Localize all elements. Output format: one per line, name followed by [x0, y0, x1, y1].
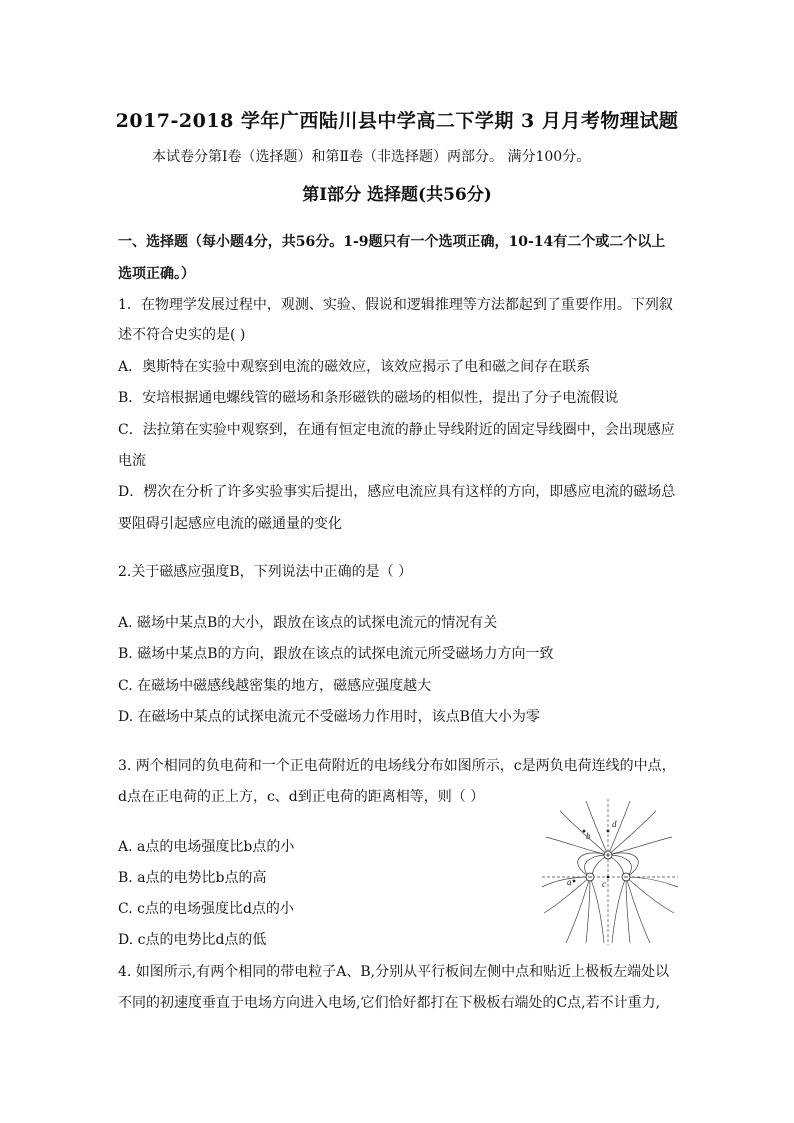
q3-stem-line-1: 3. 两个相同的负电荷和一个正电荷附近的电场线分布如图所示，c是两负电荷连线的中点，	[118, 758, 676, 774]
negative-charge-right	[622, 873, 630, 881]
field-line	[546, 837, 608, 855]
section-title: 第Ⅰ部分 选择题(共56分)	[302, 185, 492, 205]
section-instructions-line-2: 选项正确。）	[118, 266, 195, 282]
q2-stem: 2.关于磁感应强度B，下列说法中正确的是（ ）	[118, 564, 413, 580]
q1-stem-line-2: 述不符合史实的是( )	[118, 327, 246, 343]
q3-option-c: C. c点的电场强度比d点的小	[118, 901, 294, 917]
field-line	[578, 853, 608, 877]
exam-subtitle: 本试卷分第Ⅰ卷（选择题）和第Ⅱ卷（非选择题）两部分。 满分100分。	[152, 149, 591, 165]
field-line	[626, 877, 674, 913]
point-d-label: d	[612, 819, 617, 829]
negative-charge-left	[586, 873, 594, 881]
point-a-label: a	[567, 877, 572, 887]
point-b-label: b	[586, 831, 591, 841]
q1-option-d-line-2: 要阻碍引起感应电流的磁通量的变化	[118, 516, 342, 532]
q1-option-a: A．奥斯特在实验中观察到电流的磁效应，该效应揭示了电和磁之间存在联系	[118, 359, 591, 375]
q4-stem-line-2: 不同的初速度垂直于电场方向进入电场,它们恰好都打在下极板右端处的C点,若不计重力,	[118, 995, 661, 1011]
point-c-marker	[607, 876, 610, 879]
q1-stem-line-1: 1．在物理学发展过程中，观测、实验、假说和逻辑推理等方法都起到了重要作用。下列叙	[118, 297, 673, 313]
point-c-label: c	[602, 879, 606, 889]
q2-option-d: D. 在磁场中某点的试探电流元不受磁场力作用时，该点B值大小为零	[118, 709, 540, 725]
q3-option-d: D. c点的电势比d点的低	[118, 932, 267, 948]
q3-option-a: A. a点的电场强度比b点的小	[118, 839, 295, 855]
q2-option-b: B. 磁场中某点B的方向，跟放在该点的试探电流元所受磁场力方向一致	[118, 646, 554, 662]
q3-option-b: B. a点的电势比b点的高	[118, 870, 267, 886]
electric-field-diagram	[540, 797, 680, 947]
exam-title: 2017-2018 学年广西陆川县中学高二下学期 3 月月考物理试题	[115, 110, 679, 132]
field-line	[608, 853, 638, 877]
point-d-marker	[607, 830, 610, 833]
field-line	[612, 877, 626, 943]
field-line	[542, 877, 590, 887]
q3-stem-line-2: d点在正电荷的正上方，c、d到正电荷的距离相等，则（ ）	[118, 789, 485, 805]
field-line	[626, 877, 678, 887]
q1-option-d-line-1: D．楞次在分析了许多实验事实后提出，感应电流应具有这样的方向，即感应电流的磁场总	[118, 484, 676, 500]
q1-option-b: B．安培根据通电螺线管的磁场和条形磁铁的磁场的相似性，提出了分子电流假说	[118, 390, 619, 406]
section-instructions-line-1: 一、选择题（每小题4分，共56分。1-9题只有一个选项正确，10-14有二个或二个以上	[118, 234, 666, 250]
field-line	[608, 837, 672, 855]
field-line	[586, 801, 608, 855]
q4-stem-line-1: 4. 如图所示,有两个相同的带电粒子A、B,分别从平行板间左侧中点和贴近上极板左端处以	[118, 964, 670, 980]
q1-option-c-line-1: C．法拉第在实验中观察到，在通有恒定电流的静止导线附近的固定导线圈中，会出现感应	[118, 422, 675, 438]
point-b-marker	[583, 830, 586, 833]
positive-charge	[604, 851, 612, 859]
q2-option-c: C. 在磁场中磁感线越密集的地方，磁感应强度越大	[118, 678, 432, 694]
point-a-marker	[573, 880, 576, 883]
q2-option-a: A. 磁场中某点B的大小，跟放在该点的试探电流元的情况有关	[118, 615, 498, 631]
q1-option-c-line-2: 电流	[118, 453, 146, 469]
